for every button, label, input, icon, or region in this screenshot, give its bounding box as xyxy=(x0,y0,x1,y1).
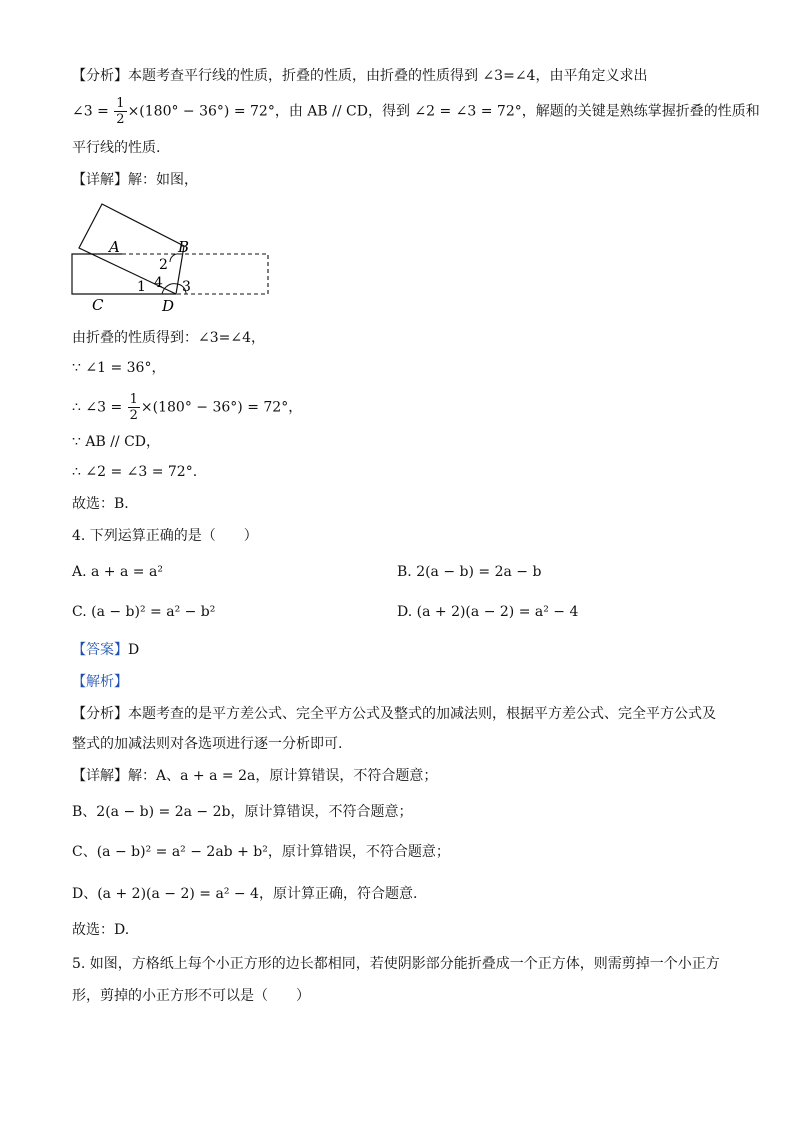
q4-detail-a xyxy=(72,766,437,786)
q4-detail-b: B、2(a − b) = 2a − 2b，原计算错误，不符合题意； xyxy=(72,804,413,820)
q4-option-a: A. a + a = a² xyxy=(72,564,163,580)
q4-analysis-tag: 【分析】 xyxy=(72,706,128,722)
q4-answer-line xyxy=(72,640,139,660)
analysis-text-1: 本题考查平行线的性质，折叠的性质，由折叠的性质得到 ∠3=∠4，由平角定义求出 xyxy=(128,68,648,84)
analysis-line-3 xyxy=(72,138,160,158)
fraction-numerator: 1 xyxy=(129,392,138,407)
angle3-eq: ∠3 = xyxy=(72,103,109,120)
label-4: 4 xyxy=(154,275,163,291)
step-3-fraction xyxy=(128,392,140,423)
angle-4-arc xyxy=(166,284,177,287)
q4-analysis-text-1: 本题考查的是平方差公式、完全平方公式及整式的加减法则，根据平方差公式、完全平方公式及 xyxy=(128,706,716,722)
analysis-line-2 xyxy=(72,96,760,127)
q4-choice: 故选：D. xyxy=(72,922,130,938)
q4-option-b: B. 2(a − b) = 2a − b xyxy=(397,564,542,580)
answer-value: D xyxy=(128,642,140,658)
q4-detail-c: C、(a − b)² = a² − 2ab + b²，原计算错误，不符合题意； xyxy=(72,844,450,860)
q4-stem: 4. 下列运算正确的是（ ） xyxy=(72,528,258,544)
fraction-denominator: 2 xyxy=(116,112,125,127)
folded-strip xyxy=(79,204,184,294)
choice-b: 故选：B. xyxy=(72,496,129,512)
label-D: D xyxy=(162,297,175,315)
label-B: B xyxy=(178,238,190,256)
q4-option-c: C. (a − b)² = a² − b² xyxy=(72,604,216,620)
label-C: C xyxy=(92,296,104,314)
label-2: 2 xyxy=(159,257,168,273)
step-3-pre: ∴ ∠3 = xyxy=(72,399,123,416)
analysis-text-2: ×(180° − 36°) = 72°，由 AB // CD，得到 ∠2 = ∠3 = 72°，解题的关键是熟练掌握折叠的性质和 xyxy=(127,103,760,120)
folding-figure xyxy=(66,196,276,316)
step-1: 由折叠的性质得到：∠3=∠4， xyxy=(72,330,266,346)
q4-analysis-head xyxy=(72,672,128,692)
q4-option-d: D. (a + 2)(a − 2) = a² − 4 xyxy=(397,604,579,620)
detail-text: 解：如图， xyxy=(128,172,198,188)
fraction-half xyxy=(114,96,126,127)
label-3: 3 xyxy=(182,279,191,295)
fraction-numerator: 1 xyxy=(116,96,125,111)
label-A: A xyxy=(109,238,120,256)
analysis-line-1 xyxy=(72,66,647,86)
analysis-text-3: 平行线的性质. xyxy=(72,140,161,156)
q4-detail-a-text: 解：A、a + a = 2a，原计算错误，不符合题意； xyxy=(128,768,438,784)
step-5: ∴ ∠2 = ∠3 = 72°. xyxy=(72,464,198,480)
q4-detail-d: D、(a + 2)(a − 2) = a² − 4，原计算正确，符合题意. xyxy=(72,886,418,902)
q5-stem-line-1: 5. 如图，方格纸上每个小正方形的边长都相同，若使阴影部分能折叠成一个正方体，则需剪掉一个小正方 xyxy=(72,956,720,972)
detail-line xyxy=(72,170,198,190)
q4-analysis-line-2: 整式的加减法则对各选项进行逐一分析即可. xyxy=(72,736,343,752)
q5-stem-line-2: 形，剪掉的小正方形不可以是（ ） xyxy=(72,988,310,1004)
q4-analysis-line-1 xyxy=(72,704,716,724)
step-3 xyxy=(72,392,302,423)
detail-tag: 【详解】 xyxy=(72,172,128,188)
fraction-denominator: 2 xyxy=(129,408,138,423)
label-1: 1 xyxy=(137,279,146,295)
answer-tag: 【答案】 xyxy=(72,642,128,658)
step-2: ∵ ∠1 = 36°， xyxy=(72,360,166,376)
q4-detail-tag: 【详解】 xyxy=(72,768,128,784)
step-3-post: ×(180° − 36°) = 72°， xyxy=(140,399,303,416)
analysis-tag: 【分析】 xyxy=(72,68,128,84)
step-4: ∵ AB // CD， xyxy=(72,434,161,450)
analysis-head-tag: 【解析】 xyxy=(72,674,128,690)
